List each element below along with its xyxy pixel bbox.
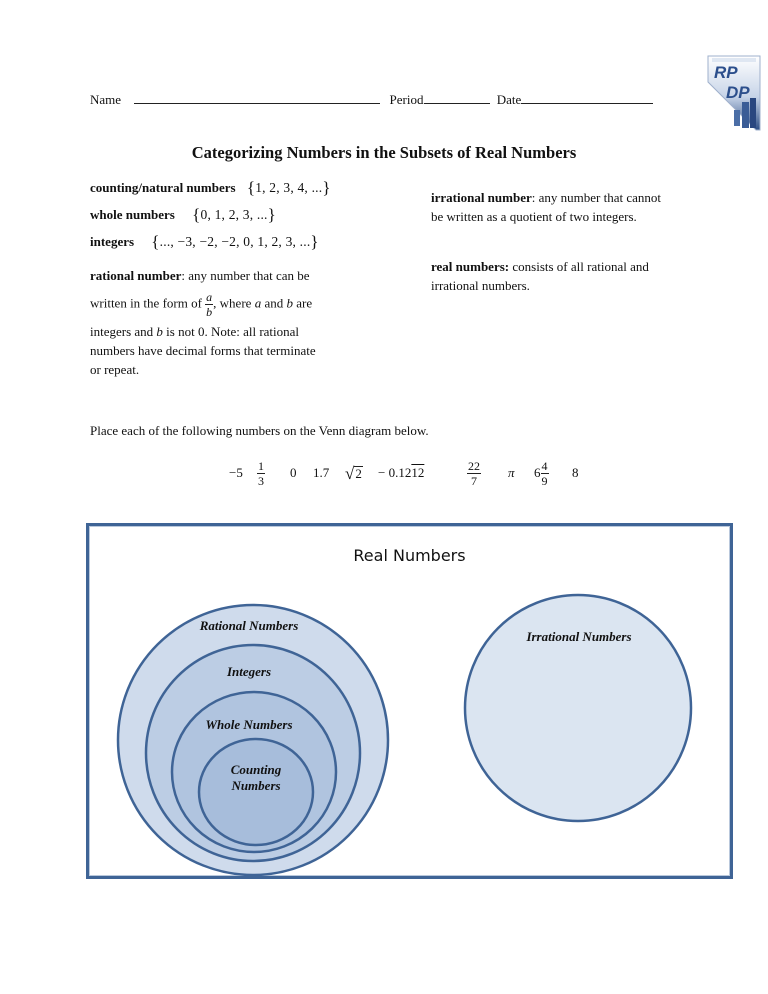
number-one-third: $\frac{1}{3}$ [258,458,264,488]
number-repeating-decimal: − 0.12 12 [378,465,425,480]
nevada-shield-icon [706,54,762,132]
svg-text:RP: RP [714,63,738,82]
number-zero: 0 [290,465,297,480]
name-field[interactable] [134,91,380,104]
number-pi: π [508,465,515,480]
def-whole [90,205,276,224]
rpdp-logo [706,54,762,132]
number-22-7: $\frac{22}{7}$ [468,458,480,488]
number-6-4-9: 6 $\frac{4}{9}$ [534,458,548,488]
def-integers [90,232,319,251]
label-whole: Whole Numbers [205,717,293,732]
label-irrational: Irrational Numbers [526,629,632,644]
def-rational: rational number: any number that can be written in the form of $\frac{a}{b}$ , where a and b are integers and b is not 0. Note: all rational numbers have decimal forms that terminate or repeat. [90,268,316,377]
venn-diagram [86,523,733,879]
period-label: Period [389,92,424,107]
label-rational: Rational Numbers [199,618,299,633]
def-counting [90,178,331,197]
label-counting: Counting Numbers [230,762,282,793]
venn-shapes [89,526,730,876]
def-irrational: irrational number: any number that cannot be written as a quotient of two integers. [431,190,661,224]
number-1-7: 1.7 [313,465,330,480]
number-sqrt2: √ 2 [345,463,362,483]
number-neg5: −5 [229,465,243,480]
def-real: real numbers: consists of all rational and irrational numbers. [431,259,649,293]
number-eight: 8 [572,465,579,480]
term-whole: whole numbers [90,207,175,222]
venn-title-real-numbers: Real Numbers [353,546,466,565]
term-counting: counting/natural numbers [90,180,236,195]
fraction-a-over-b: $\frac{a}{b}$ [206,290,213,319]
period-field[interactable] [424,91,490,104]
set-integers: {..., −3, −2, −2, 0, 1, 2, 3, ...} [151,232,319,251]
set-counting: {1, 2, 3, 4, ...} [246,178,331,197]
term-real: real numbers: [431,259,510,274]
svg-text:DP: DP [726,83,750,102]
date-label: Date [496,92,522,107]
date-field[interactable] [521,91,653,104]
term-irrational: irrational number [431,190,532,205]
term-rational: rational number [90,268,182,283]
instructions: Place each of the following numbers on the Venn diagram below. [90,423,429,438]
label-integers: Integers [226,664,272,679]
term-integers: integers [90,234,135,249]
page-title: Categorizing Numbers in the Subsets of Real Numbers [191,143,577,162]
header-fields [90,91,653,108]
set-whole: {0, 1, 2, 3, ...} [192,205,276,224]
name-label: Name [90,92,122,107]
